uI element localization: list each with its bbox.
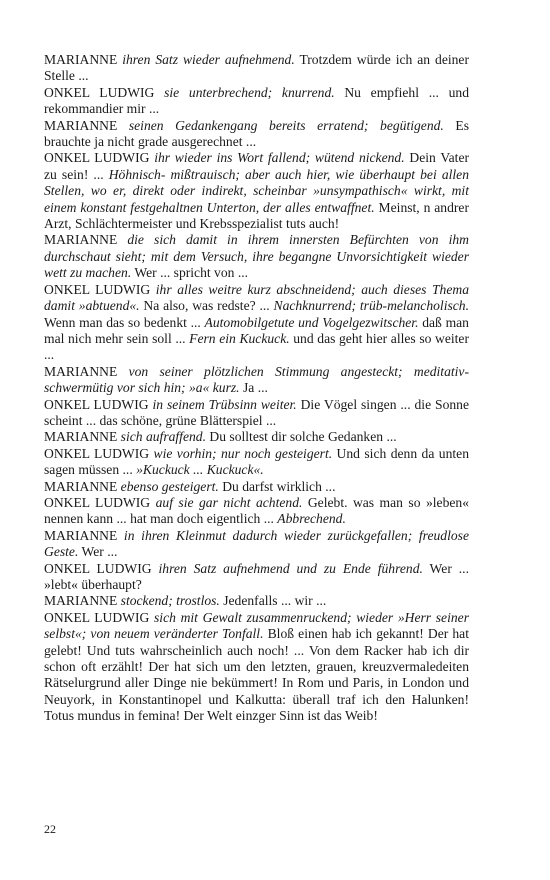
speech-text: MARIANNE <box>44 232 128 248</box>
dialogue-paragraph <box>44 610 469 725</box>
speech-text: Wenn man das so bedenkt ... <box>44 314 205 330</box>
stage-direction: Nachknurrend; trüb-melancholisch. <box>273 298 469 314</box>
dialogue-paragraph <box>44 446 469 479</box>
speech-text: ONKEL LUDWIG <box>44 494 156 510</box>
speech-text: MARIANNE <box>44 478 121 494</box>
dialogue-paragraph <box>44 150 469 232</box>
stage-direction: stockend; trostlos. <box>120 593 220 609</box>
stage-direction: ihren Satz aufnehmend und zu Ende führend. <box>158 560 423 576</box>
stage-direction: von seiner plötzlichen Stimmung angesteckt; meditativ-schwermütig vor sich hin; »a« kurz. <box>44 363 469 396</box>
speech-text: ONKEL LUDWIG <box>44 609 155 625</box>
stage-direction: die sich damit in ihrem innersten Befürchten von ihm durchschaut sieht; mit dem Versuch, ihre begangne Unvorsichtigkeit wieder wett zu machen. <box>44 232 469 281</box>
stage-direction: Automobilgetute und Vogelgezwitscher. <box>204 314 419 330</box>
dialogue-paragraph <box>44 364 469 397</box>
stage-direction: »Kuckuck ... Kuckuck«. <box>136 462 264 478</box>
dialogue-paragraph <box>44 118 469 151</box>
stage-direction: sie unterbrechend; knurrend. <box>164 84 335 100</box>
speech-text: Jedenfalls ... wir ... <box>219 593 327 609</box>
speech-text: MARIANNE <box>44 117 129 133</box>
dialogue-paragraph <box>44 561 469 594</box>
speech-text: Na also, was redste? ... <box>139 298 274 314</box>
dialogue-paragraph <box>44 593 469 609</box>
stage-direction: in ihren Kleinmut dadurch wieder zurückgefallen; freudlose Geste. <box>44 527 469 560</box>
stage-direction: sich aufraffend. <box>120 429 206 445</box>
dialogue-paragraph <box>44 282 469 364</box>
dialogue-paragraph <box>44 479 469 495</box>
speech-text: MARIANNE <box>44 363 129 379</box>
dialogue-paragraph <box>44 52 469 85</box>
stage-direction: seinen Gedankengang bereits erratend; begütigend. <box>128 117 444 133</box>
stage-direction: sich mit Gewalt zusammenruckend; wieder »Herr seiner selbst«; von neuem veränderter Tonfall. <box>44 609 469 642</box>
speech-text: MARIANNE <box>44 52 123 67</box>
speech-text: ONKEL LUDWIG <box>44 445 154 461</box>
speech-text: daß man mal nich mehr sein soll ... <box>44 314 469 346</box>
speech-text: Du solltest dir solche Gedanken ... <box>206 429 397 445</box>
page-number: 22 <box>44 822 56 836</box>
stage-direction: wie vorhin; nur noch gesteigert. <box>153 445 333 461</box>
stage-direction: Höhnisch- mißtrauisch; aber auch hier, wie überhaupt bei allen Stellen, wo er, direkt oder indirekt, scheinbar »unsympathisch« wirkt, mit einem konstant festgehaltnen Unterton, der alles entwaffnet. <box>44 166 469 215</box>
dialogue-paragraph <box>44 528 469 561</box>
speech-text: Gelebt. was man so »leben« nennen kann ... hat man doch eigentlich ... <box>44 494 470 527</box>
dialogue-paragraph <box>44 232 469 281</box>
speech-text: Bloß einen hab ich gekannt! Der hat gelebt! Und tuts wahrscheinlich auch noch! ... Von dem Racker hab ich dir schon oft erzählt! Der hat sich um den letzten, grauen, kreuzvermaledeiten Rätselurgrund aller Dinge nie bekümmert! In Rom und Paris, in London und Neuyork, in Konstantinopel und Kalkutta: überall traf ich den Halunken! Totus mundus in femina! Der Welt einzger Sinn ist das Weib! <box>44 626 469 724</box>
speech-text: Ja ... <box>239 380 268 396</box>
speech-text: Meinst, n andrer Arzt, Schlächtermeister und Krebsspezialist tuts auch! <box>44 199 469 232</box>
speech-text: Wer ... <box>78 544 118 560</box>
stage-direction: ihren Satz wieder aufnehmend. <box>122 52 295 67</box>
speech-text: Und sich denn da unten sagen müssen ... <box>44 445 469 478</box>
stage-direction: ihr alles weitre kurz abschneidend; auch dieses Thema damit »abtuend«. <box>44 281 469 314</box>
speech-text: Die Vögel singen ... die Sonne scheint ... das schöne, grüne Blätterspiel ... <box>44 396 469 428</box>
speech-text: ONKEL LUDWIG <box>44 281 156 297</box>
speech-text: Nu empfiehl ... und rekommandier mir ... <box>44 84 469 117</box>
dialogue-paragraph <box>44 495 469 528</box>
speech-text: Wer ... »lebt« überhaupt? <box>44 560 469 592</box>
speech-text: Du darfst wirklich ... <box>218 478 336 494</box>
stage-direction: ihr wieder ins Wort fallend; wütend nickend. <box>154 150 405 166</box>
speech-text: ONKEL LUDWIG <box>44 396 153 412</box>
stage-direction: Fern ein Kuckuck. <box>189 330 290 346</box>
speech-text: Dein Vater zu sein! ... <box>44 150 469 182</box>
speech-text: und das geht hier alles so weiter ... <box>44 330 469 363</box>
dialogue-paragraph <box>44 397 469 430</box>
speech-text: ONKEL LUDWIG <box>44 150 155 166</box>
speech-text: ONKEL LUDWIG <box>44 84 165 100</box>
speech-text: Trotzdem würde ich an deiner Stelle ... <box>44 52 469 84</box>
stage-direction: Abbrechend. <box>277 511 346 527</box>
speech-text: Wer ... spricht von ... <box>131 265 249 281</box>
speech-text: MARIANNE <box>44 593 121 609</box>
speech-text: Es brauchte ja nicht grade ausgerechnet ... <box>44 117 470 150</box>
stage-direction: ebenso gesteigert. <box>120 478 219 494</box>
dialogue-paragraph <box>44 85 469 118</box>
stage-direction: auf sie gar nicht achtend. <box>155 494 303 510</box>
stage-direction: in seinem Trübsinn weiter. <box>152 396 297 412</box>
speech-text: ONKEL LUDWIG <box>44 560 159 576</box>
page-text <box>44 52 469 725</box>
dialogue-paragraph <box>44 429 469 445</box>
speech-text: MARIANNE <box>44 527 124 543</box>
speech-text: MARIANNE <box>44 429 121 445</box>
